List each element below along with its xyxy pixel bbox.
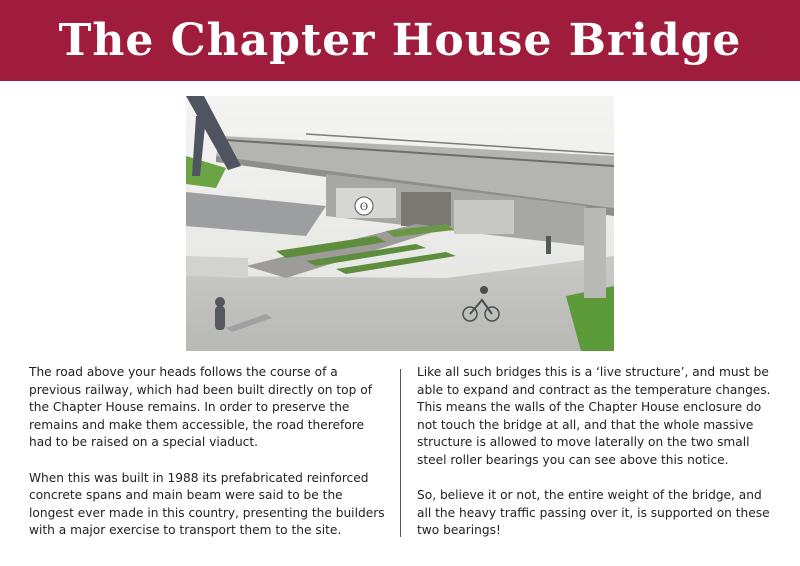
title-banner [0, 0, 800, 81]
paragraph: So, believe it or not, the entire weight of the bridge, and all the heavy traffic passing over it, is supported on these two bearings! [417, 488, 770, 538]
support-column [584, 208, 606, 298]
person-figure [215, 297, 225, 307]
bridge-rendering [186, 96, 614, 351]
glazed-wall-2 [454, 200, 514, 234]
page-title: The Chapter House Bridge [58, 15, 742, 66]
paragraph: When this was built in 1988 its prefabricated reinforced concrete spans and main beam were said to be the longest ever made in this country, presenting the builders with a major exercise to transport them to the site. [29, 470, 385, 538]
cyclist-head [480, 286, 488, 294]
walker [546, 236, 551, 254]
low-wall [186, 256, 248, 278]
svg-text:ʘ: ʘ [359, 202, 369, 213]
right-text-column [417, 364, 779, 558]
entrance [401, 192, 451, 226]
paragraph: The road above your heads follows the course of a previous railway, which had been built directly on top of the Chapter House remains. In order to preserve the remains and make them accessible, the road therefore had to be raised on a special viaduct. [29, 365, 372, 450]
paragraph: Like all such bridges this is a ‘live structure’, and must be able to expand and contract as the temperature changes. This means the walls of the Chapter House enclosure do not touch the bridge at all, and that the whole massive structure is allowed to move laterally on the two small steel roller bearings you can see above this notice. [417, 365, 771, 467]
column-divider [400, 369, 401, 537]
left-text-column [29, 364, 389, 558]
bridge-illustration [186, 96, 614, 351]
person-body [215, 306, 225, 330]
